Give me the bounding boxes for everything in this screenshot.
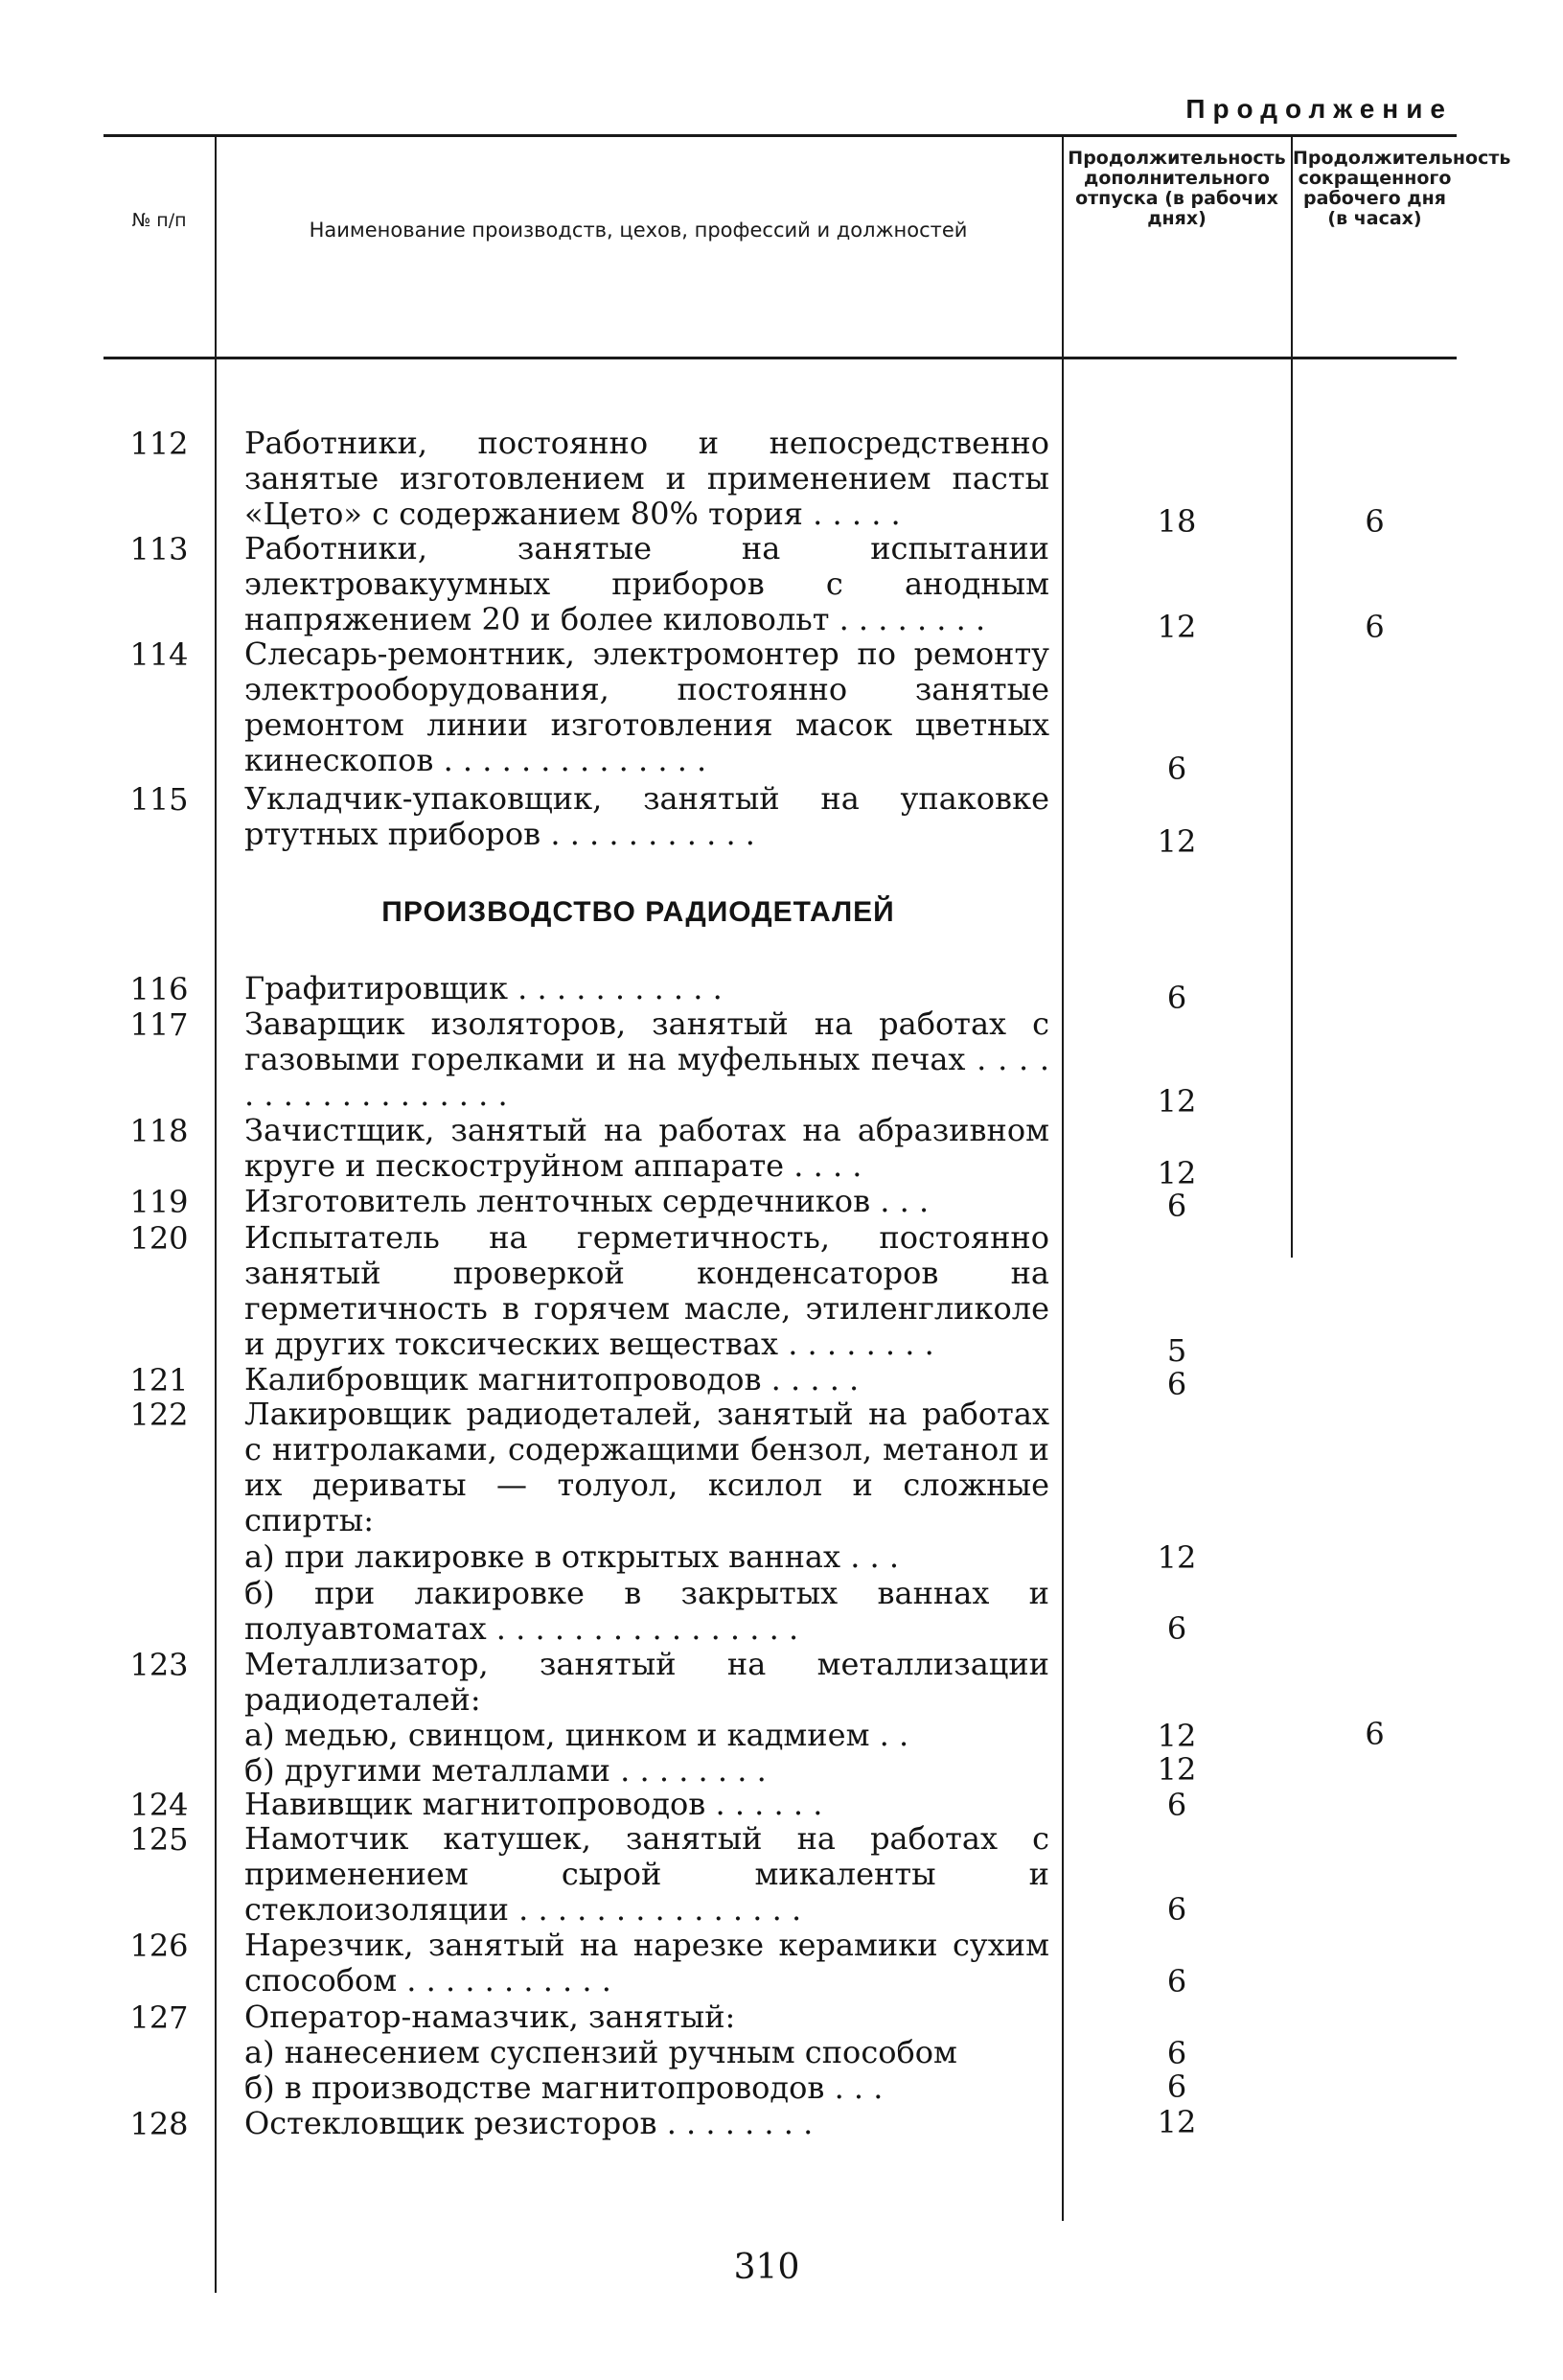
- page-number: 310: [733, 2248, 800, 2287]
- row-text: Нарезчик, занятый на нарезке керамики сухим способом . . . . . . . . . . .: [244, 1927, 1049, 1999]
- row-text: Навивщик магнитопроводов . . . . . .: [244, 1786, 823, 1822]
- row-leave: 6: [1166, 1787, 1187, 1823]
- row-number: 112: [129, 426, 189, 462]
- row-text: Испытатель на герметичность, постоянно занятый проверкой конденсаторов на герметичность в горячем масле, этиленгликоле и других токсических веществах . . . . . . . .: [244, 1219, 1049, 1362]
- table-header-rule: [103, 357, 1457, 359]
- table-top-rule: [103, 134, 1457, 137]
- row-text: Графитировщик . . . . . . . . . . .: [244, 970, 723, 1006]
- row-text: б) в производстве магнитопроводов . . .: [244, 2069, 884, 2106]
- row-number: 124: [129, 1787, 189, 1823]
- row-text: б) другими металлами . . . . . . . .: [244, 1752, 767, 1789]
- row-leave: 5: [1166, 1332, 1187, 1369]
- row-leave: 6: [1166, 980, 1187, 1016]
- row-text: Работники, постоянно и непосредственно занятые изготовлением и применением пасты «Цето» с содержанием 80% тория . . . . .: [244, 425, 1049, 532]
- row-leave: 6: [1166, 751, 1187, 787]
- row-text: Укладчик-упаковщик, занятый на упаковке ртутных приборов . . . . . . . . . . .: [244, 780, 1049, 852]
- row-leave: 6: [1166, 2035, 1187, 2071]
- row-hours: 6: [1365, 1716, 1385, 1752]
- continuation-label: Продолжение: [1185, 94, 1453, 124]
- header-col-no: № п/п: [131, 210, 187, 231]
- row-hours: 6: [1365, 609, 1385, 645]
- row-leave: 12: [1157, 1155, 1197, 1191]
- row-number: 122: [129, 1397, 189, 1433]
- header-col-name: Наименование производств, цехов, профессий и должностей: [309, 219, 968, 242]
- row-number: 125: [129, 1821, 189, 1858]
- row-number: 118: [129, 1113, 189, 1149]
- row-hours: 6: [1365, 503, 1385, 540]
- row-text: Работники, занятые на испытании электровакуумных приборов с анодным напряжением 20 и более киловольт . . . . . . . .: [244, 530, 1049, 637]
- row-text: б) при лакировке в закрытых ваннах и полуавтоматах . . . . . . . . . . . . . . . .: [244, 1575, 1049, 1647]
- row-number: 113: [129, 531, 189, 567]
- row-leave: 12: [1157, 1718, 1197, 1754]
- row-leave: 6: [1166, 1610, 1187, 1647]
- row-text: Остекловщик резисторов . . . . . . . .: [244, 2105, 814, 2141]
- row-leave: 12: [1157, 1083, 1197, 1120]
- row-number: 115: [129, 781, 189, 818]
- row-text: а) при лакировке в открытых ваннах . . .: [244, 1538, 900, 1575]
- row-number: 119: [129, 1184, 189, 1220]
- row-leave: 12: [1157, 823, 1197, 860]
- row-leave: 12: [1157, 1539, 1197, 1576]
- row-leave: 12: [1157, 2104, 1197, 2140]
- row-text: Калибровщик магнитопроводов . . . . .: [244, 1361, 860, 1398]
- section-title: ПРОИЗВОДСТВО РАДИОДЕТАЛЕЙ: [381, 896, 895, 928]
- column-divider-leave: [1291, 136, 1293, 1258]
- row-text: Оператор-намазчик, занятый:: [244, 1999, 736, 2035]
- row-leave: 6: [1166, 1188, 1187, 1224]
- row-text: Металлизатор, занятый на металлизации радиодеталей:: [244, 1646, 1049, 1718]
- row-number: 127: [129, 1999, 189, 2036]
- row-number: 123: [129, 1647, 189, 1683]
- row-text: Изготовитель ленточных сердечников . . .: [244, 1183, 930, 1219]
- row-leave: 6: [1166, 2068, 1187, 2105]
- row-text: Зачистщик, занятый на работах на абразивном круге и пескоструйном аппарате . . . .: [244, 1112, 1049, 1184]
- row-text: Лакировщик радиодеталей, занятый на работах с нитролаками, содержащими бензол, метанол и их дериваты — толуол, ксилол и сложные спирты:: [244, 1396, 1049, 1538]
- row-text: Слесарь-ремонтник, электромонтер по ремонту электрооборудования, постоянно занятые ремонтом линии изготовления масок цветных кинескопов . . . . . . . . . . . . . .: [244, 635, 1049, 778]
- row-leave: 18: [1157, 503, 1197, 540]
- row-number: 120: [129, 1220, 189, 1257]
- column-divider-no: [215, 136, 217, 2293]
- header-col-leave: Продолжительность дополнительного отпуска (в рабочих днях): [1068, 148, 1286, 229]
- row-number: 117: [129, 1006, 189, 1043]
- row-leave: 12: [1157, 1751, 1197, 1788]
- row-leave: 12: [1157, 609, 1197, 645]
- row-text: Намотчик катушек, занятый на работах с применением сырой микаленты и стеклоизоляции . . . . . . . . . . . . . . .: [244, 1820, 1049, 1928]
- row-number: 116: [129, 971, 189, 1007]
- row-text: Заварщик изоляторов, занятый на работах с газовыми горелками и на муфельных печах . . . . . . . . . . . . . . . . . .: [244, 1005, 1049, 1113]
- row-leave: 6: [1166, 1963, 1187, 1999]
- row-text: а) нанесением суспензий ручным способом: [244, 2034, 957, 2070]
- row-number: 126: [129, 1928, 189, 1964]
- row-text: а) медью, свинцом, цинком и кадмием . .: [244, 1717, 909, 1753]
- row-number: 128: [129, 2106, 189, 2142]
- header-col-hours: Продолжительность сокращенного рабочего дня (в часах): [1293, 148, 1511, 229]
- row-number: 114: [129, 636, 189, 673]
- row-number: 121: [129, 1362, 189, 1398]
- row-leave: 6: [1166, 1891, 1187, 1928]
- row-leave: 6: [1166, 1366, 1187, 1402]
